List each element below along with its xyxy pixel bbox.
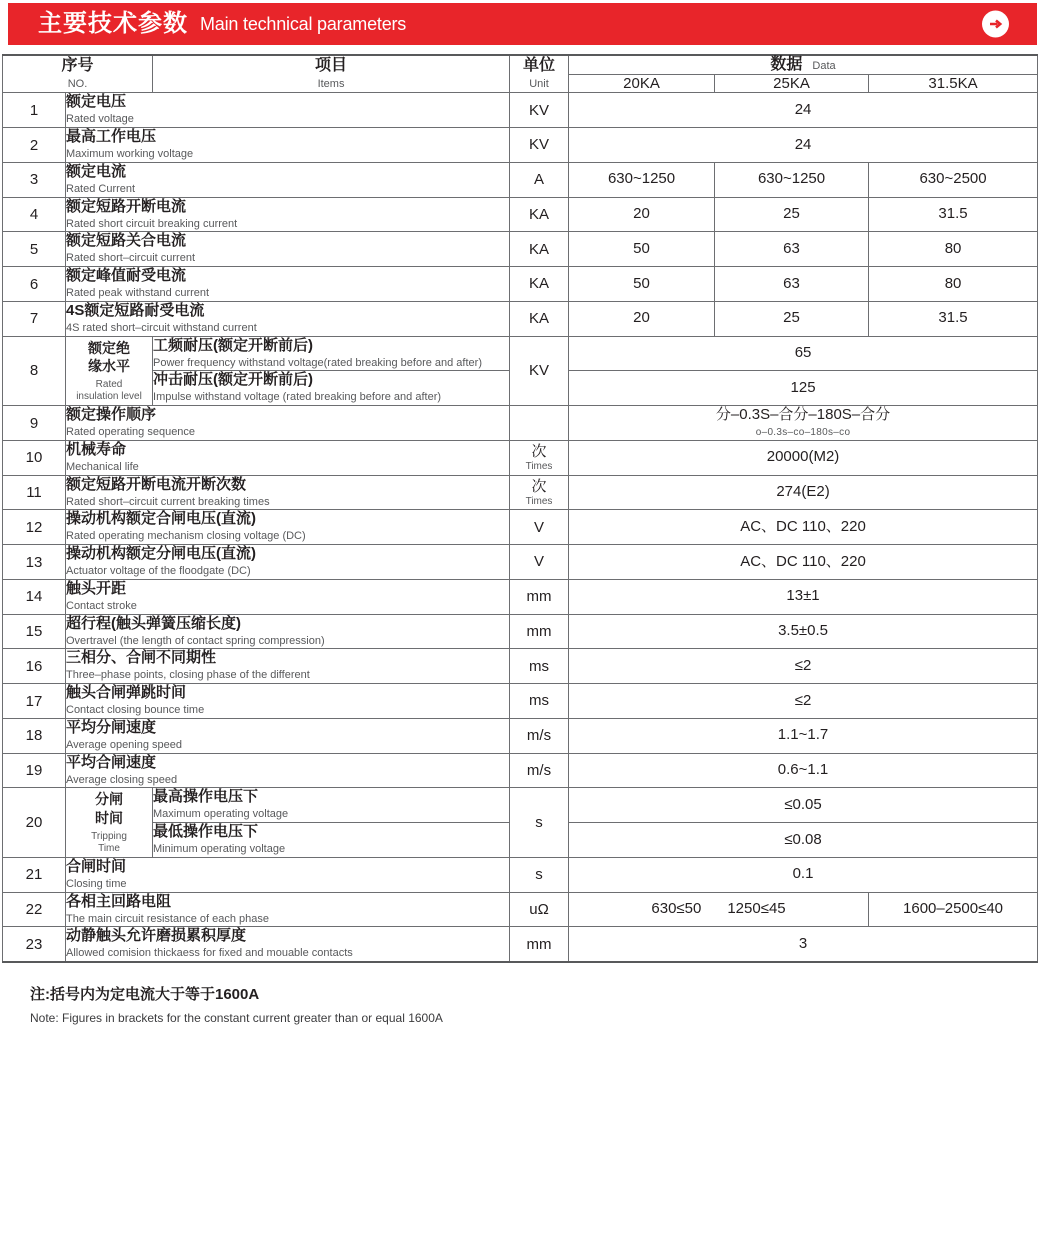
- table-row: [3, 718, 1038, 753]
- row-item-cn: 额定峰值耐受电流: [66, 267, 187, 285]
- table-row: [3, 406, 1038, 441]
- row-item-cn: 操动机构额定分闸电压(直流): [66, 545, 256, 563]
- row-number: 14: [3, 579, 66, 614]
- row-item-cn: 各相主回路电阻: [66, 892, 172, 910]
- row-unit-cn: 次: [531, 477, 547, 495]
- row-group-label-en-line1: Tripping: [91, 831, 127, 843]
- row-value-31-5ka: 630~2500: [869, 162, 1038, 197]
- row-value-25ka: 63: [715, 267, 869, 302]
- table-body: [3, 93, 1038, 962]
- row-item: [66, 232, 510, 267]
- table-row: [3, 336, 1038, 371]
- table-row: [3, 614, 1038, 649]
- row-value-31-5ka: 31.5: [869, 301, 1038, 336]
- table-row: [3, 892, 1038, 927]
- row-item: [66, 718, 510, 753]
- row-item-cn: 额定短路开断电流开断次数: [66, 475, 247, 493]
- row-value-630: 630≤50: [651, 900, 702, 918]
- row-number: 1: [3, 93, 66, 128]
- header-data-col-31-5ka: 31.5KA: [869, 75, 1038, 93]
- row-item: [66, 267, 510, 302]
- row-item-en: Rated short–circuit current breaking times: [66, 495, 270, 508]
- row-number: 11: [3, 475, 66, 510]
- row-item-cn: 额定电流: [66, 162, 127, 180]
- row-item-en: Allowed comision thickaess for fixed and mouable contacts: [66, 947, 353, 960]
- row-value-31-5ka: 80: [869, 267, 1038, 302]
- row-value-20ka: 50: [569, 267, 715, 302]
- row-item-en: Rated short–circuit current: [66, 252, 195, 265]
- row-item-en: Three–phase points, closing phase of the different: [66, 669, 310, 682]
- row-value: 3.5±0.5: [569, 614, 1038, 649]
- row-item: [66, 93, 510, 128]
- row-value: 125: [569, 371, 1038, 406]
- row-unit: mm: [510, 614, 569, 649]
- row-value-sub: o–0.3s–co–180s–co: [755, 427, 851, 439]
- row-group-label: [66, 336, 153, 406]
- row-item-cn: 4S额定短路耐受电流: [66, 301, 205, 319]
- row-group-label-en-line1: Rated: [95, 379, 123, 391]
- row-item-en: Rated operating mechanism closing voltage (DC): [66, 530, 306, 543]
- footnote-english: Note: Figures in brackets for the constant current greater than or equal 1600A: [30, 1010, 443, 1025]
- row-item: [153, 371, 510, 406]
- row-item: [153, 823, 510, 858]
- row-group-label-cn-line1: 额定绝: [88, 339, 130, 356]
- row-item-cn: 最低操作电压下: [153, 823, 259, 841]
- row-group-label-en-line2: insulation level: [76, 391, 142, 403]
- row-item-en: Closing time: [66, 877, 127, 890]
- table-footnote: [30, 985, 1039, 1026]
- table-row: [3, 128, 1038, 163]
- row-unit-en: Times: [525, 495, 553, 507]
- row-unit: [510, 406, 569, 441]
- footnote-chinese: 注:括号内为定电流大于等于1600A: [30, 986, 260, 1004]
- table-row: [3, 440, 1038, 475]
- row-value-20ka: 50: [569, 232, 715, 267]
- row-item-en: Average opening speed: [66, 738, 183, 751]
- header-data-en: Data: [812, 60, 836, 72]
- row-item: [66, 753, 510, 788]
- row-item: [66, 579, 510, 614]
- row-number: 17: [3, 684, 66, 719]
- main-technical-parameters-table-wrapper: [2, 54, 1037, 963]
- row-value: 1.1~1.7: [569, 718, 1038, 753]
- arrow-right-circle-icon[interactable]: [982, 11, 1009, 38]
- row-unit: [510, 475, 569, 510]
- row-value: 3: [569, 927, 1038, 962]
- row-item-cn: 超行程(触头弹簧压缩长度): [66, 614, 241, 632]
- row-unit: mm: [510, 927, 569, 962]
- row-item-en: Contact closing bounce time: [66, 704, 205, 717]
- row-item-cn: 额定短路开断电流: [66, 197, 187, 215]
- row-unit: V: [510, 510, 569, 545]
- row-number: 6: [3, 267, 66, 302]
- row-item: [66, 614, 510, 649]
- row-unit: [510, 440, 569, 475]
- row-item: [66, 475, 510, 510]
- row-value-20ka: 20: [569, 301, 715, 336]
- row-item-en: Maximum operating voltage: [153, 808, 289, 821]
- row-value-31-5ka: 31.5: [869, 197, 1038, 232]
- row-item-en: Actuator voltage of the floodgate (DC): [66, 565, 251, 578]
- row-unit: s: [510, 857, 569, 892]
- row-value: 0.1: [569, 857, 1038, 892]
- table-row: [3, 753, 1038, 788]
- row-item-en: Overtravel (the length of contact spring compression): [66, 634, 325, 647]
- row-unit: ms: [510, 649, 569, 684]
- row-item-en: Maximum working voltage: [66, 148, 194, 161]
- row-number: 7: [3, 301, 66, 336]
- row-item-cn: 工频耐压(额定开断前后): [153, 336, 314, 354]
- row-item: [66, 128, 510, 163]
- row-group-label-en-line2: Time: [98, 843, 120, 855]
- header-no-cn: 序号: [61, 57, 94, 75]
- row-item: [66, 406, 510, 441]
- row-number: 15: [3, 614, 66, 649]
- row-value: AC、DC 110、220: [569, 545, 1038, 580]
- row-unit: m/s: [510, 718, 569, 753]
- row-group-label: [66, 788, 153, 858]
- row-item: [66, 440, 510, 475]
- row-value-31-5ka: 80: [869, 232, 1038, 267]
- row-value-25ka: 25: [715, 197, 869, 232]
- row-unit: ms: [510, 684, 569, 719]
- header-unit-en: Unit: [529, 77, 549, 90]
- row-item: [66, 892, 510, 927]
- header-items-cn: 项目: [315, 57, 348, 75]
- row-item: [66, 857, 510, 892]
- header-data-col-25ka: 25KA: [715, 75, 869, 93]
- table-row: [3, 510, 1038, 545]
- row-item-en: The main circuit resistance of each phase: [66, 912, 269, 925]
- row-value: 274(E2): [569, 475, 1038, 510]
- row-unit: m/s: [510, 753, 569, 788]
- table-header: [3, 55, 1038, 93]
- row-unit: KV: [510, 128, 569, 163]
- row-item-en: Contact stroke: [66, 599, 137, 612]
- row-number: 12: [3, 510, 66, 545]
- row-value-25ka: 630~1250: [715, 162, 869, 197]
- row-value: ≤0.05: [569, 788, 1038, 823]
- table-row: [3, 301, 1038, 336]
- row-number: 16: [3, 649, 66, 684]
- row-number: 4: [3, 197, 66, 232]
- row-number: 23: [3, 927, 66, 962]
- header-items-en: Items: [317, 77, 345, 90]
- row-value: ≤0.08: [569, 823, 1038, 858]
- row-item-cn: 额定操作顺序: [66, 406, 157, 424]
- row-group-label-cn-line2: 缘水平: [88, 358, 130, 375]
- row-item-cn: 触头开距: [66, 579, 127, 597]
- table-row: [3, 857, 1038, 892]
- row-unit: A: [510, 162, 569, 197]
- row-number: 9: [3, 406, 66, 441]
- row-number: 22: [3, 892, 66, 927]
- row-unit: KA: [510, 232, 569, 267]
- row-item-cn: 平均分闸速度: [66, 718, 157, 736]
- table-row: [3, 684, 1038, 719]
- page-title-english: Main technical parameters: [200, 14, 407, 34]
- row-item-en: Mechanical life: [66, 460, 139, 473]
- row-item-en: Rated voltage: [66, 113, 134, 126]
- row-value: [569, 406, 1038, 441]
- row-value-25ka: 63: [715, 232, 869, 267]
- row-value: ≤2: [569, 649, 1038, 684]
- table-row: [3, 545, 1038, 580]
- header-data: [569, 55, 1038, 75]
- header-no: [3, 55, 153, 93]
- row-value: 24: [569, 128, 1038, 163]
- row-item: [66, 545, 510, 580]
- page-title-chinese: 主要技术参数: [38, 10, 188, 37]
- table-row: [3, 649, 1038, 684]
- row-number: 2: [3, 128, 66, 163]
- row-group-label-cn-line1: 分闸: [95, 791, 123, 808]
- row-item: [66, 197, 510, 232]
- row-value-low-current: [569, 892, 869, 927]
- row-item-en: Rated peak withstand current: [66, 287, 210, 300]
- row-item-en: 4S rated short–circuit withstand current: [66, 321, 257, 334]
- row-value: ≤2: [569, 684, 1038, 719]
- row-group-label-cn-line2: 时间: [95, 810, 123, 827]
- row-item: [153, 788, 510, 823]
- row-unit: KA: [510, 301, 569, 336]
- row-item-cn: 额定电压: [66, 93, 127, 111]
- row-value-20ka: 630~1250: [569, 162, 715, 197]
- row-item-en: Rated operating sequence: [66, 426, 196, 439]
- row-unit: mm: [510, 579, 569, 614]
- table-row: [3, 475, 1038, 510]
- row-number: 3: [3, 162, 66, 197]
- row-value-20ka: 20: [569, 197, 715, 232]
- row-value: 13±1: [569, 579, 1038, 614]
- row-item-cn: 冲击耐压(额定开断前后): [153, 371, 314, 389]
- row-item-cn: 触头合闸弹跳时间: [66, 684, 187, 702]
- row-unit: uΩ: [510, 892, 569, 927]
- table-row: [3, 579, 1038, 614]
- row-unit: V: [510, 545, 569, 580]
- row-value-high-current: 1600–2500≤40: [869, 892, 1038, 927]
- row-item: [66, 649, 510, 684]
- row-value: AC、DC 110、220: [569, 510, 1038, 545]
- row-item: [153, 336, 510, 371]
- table-row: [3, 927, 1038, 962]
- row-item: [66, 927, 510, 962]
- row-value-main: 分–0.3S–合分–180S–合分: [715, 406, 891, 424]
- header-no-en: NO.: [67, 77, 88, 90]
- row-item-en: Minimum operating voltage: [153, 843, 286, 856]
- row-unit-en: Times: [525, 461, 553, 473]
- row-value: 20000(M2): [569, 440, 1038, 475]
- table-row: [3, 267, 1038, 302]
- row-number: 13: [3, 545, 66, 580]
- main-technical-parameters-table: [2, 54, 1038, 963]
- row-item-en: Rated short circuit breaking current: [66, 217, 238, 230]
- row-unit: KA: [510, 267, 569, 302]
- row-item: [66, 510, 510, 545]
- row-item-cn: 合闸时间: [66, 857, 127, 875]
- row-unit: s: [510, 788, 569, 858]
- row-item-cn: 操动机构额定合闸电压(直流): [66, 510, 256, 528]
- table-row: [3, 162, 1038, 197]
- header-items: [153, 55, 510, 93]
- row-item-en: Average closing speed: [66, 773, 178, 786]
- row-number: 21: [3, 857, 66, 892]
- header-data-col-20ka: 20KA: [569, 75, 715, 93]
- row-item: [66, 162, 510, 197]
- row-number: 20: [3, 788, 66, 858]
- row-number: 8: [3, 336, 66, 406]
- row-item-en: Power frequency withstand voltage(rated breaking before and after): [153, 356, 482, 369]
- row-item-cn: 机械寿命: [66, 440, 127, 458]
- section-header-banner: [8, 3, 1037, 45]
- header-data-cn: 数据: [770, 56, 803, 73]
- row-item-cn: 动静触头允许磨损累积厚度: [66, 927, 247, 945]
- table-row: [3, 788, 1038, 823]
- row-unit: KV: [510, 93, 569, 128]
- row-item: [66, 301, 510, 336]
- row-item-cn: 平均合闸速度: [66, 753, 157, 771]
- row-item-cn: 三相分、合闸不同期性: [66, 649, 217, 667]
- row-value: 0.6~1.1: [569, 753, 1038, 788]
- row-number: 10: [3, 440, 66, 475]
- table-row: [3, 232, 1038, 267]
- row-number: 19: [3, 753, 66, 788]
- row-value-1250: 1250≤45: [727, 900, 786, 918]
- row-item-en: Impulse withstand voltage (rated breaking before and after): [153, 391, 442, 404]
- row-number: 5: [3, 232, 66, 267]
- table-row: [3, 93, 1038, 128]
- row-unit: KV: [510, 336, 569, 406]
- row-value-25ka: 25: [715, 301, 869, 336]
- row-number: 18: [3, 718, 66, 753]
- row-value: 24: [569, 93, 1038, 128]
- row-item-cn: 最高操作电压下: [153, 788, 259, 806]
- row-item-en: Rated Current: [66, 182, 136, 195]
- header-unit: [510, 55, 569, 93]
- header-unit-cn: 单位: [523, 57, 556, 75]
- row-item: [66, 684, 510, 719]
- row-value: 65: [569, 336, 1038, 371]
- row-unit-cn: 次: [531, 442, 547, 460]
- row-unit: KA: [510, 197, 569, 232]
- row-item-cn: 额定短路关合电流: [66, 232, 187, 250]
- table-row: [3, 197, 1038, 232]
- row-item-cn: 最高工作电压: [66, 128, 157, 146]
